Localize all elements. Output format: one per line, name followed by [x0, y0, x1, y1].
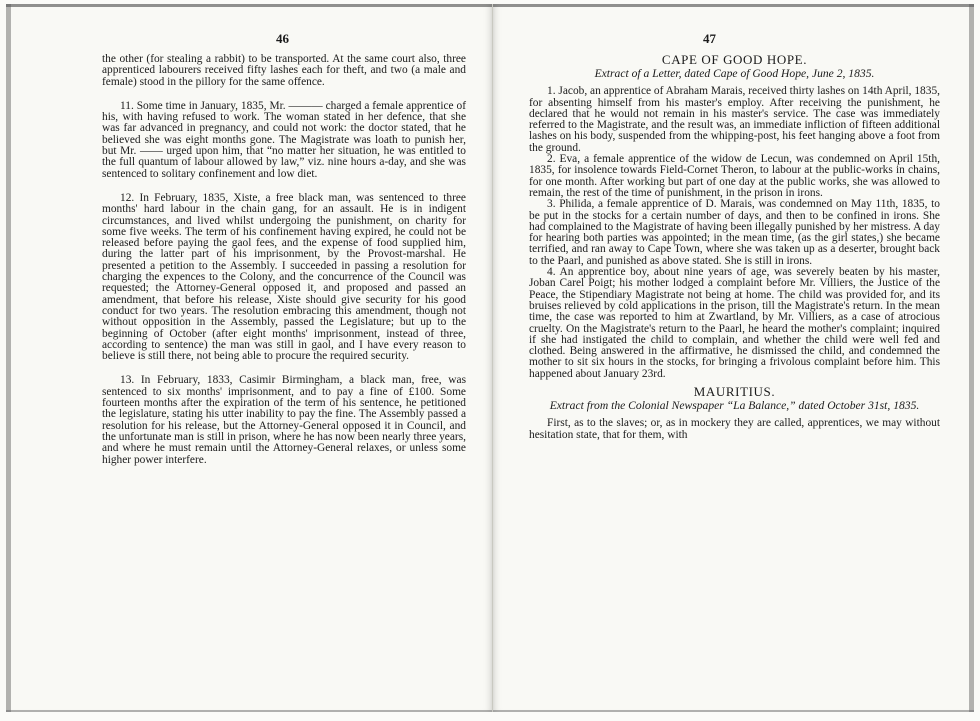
- text-column: [529, 54, 940, 441]
- paragraph: 2. Eva, a female apprentice of the widow de Lecun, was condemned on April 15th, 1835, for insolence towards Field-Cornet Theron, to labour at the public-works in chains, for one month. After working but part of one day at the public works, she was allowed to remain, the rest of the time of punishment, in the prison in irons.: [529, 153, 940, 199]
- paragraph: First, as to the slaves; or, as in mockery they are called, apprentices, we may without hesitation state, that for them, with: [529, 417, 940, 441]
- paragraph: 1. Jacob, an apprentice of Abraham Marais, received thirty lashes on 14th April, 1835, for absenting himself from his master's employ. After receiving the punishment, he declared that he would not remain in his master's service. The case was immediately referred to the Magistrate, and the result was, an immediate infliction of fifteen additional lashes on his body, suspended from the whipping-post, his feet hanging above a foot from the ground.: [529, 85, 940, 154]
- paragraph: 11. Some time in January, 1835, Mr. ——— charged a female apprentice of his, with having refused to work. The woman stated in her defence, that she was far advanced in pregnancy, and could not work: the doctor stated, that he believed she was eight months gone. The Magistrate was loath to punish her, but Mr. —— urged upon him, that “no matter her situation, he was entitled to the full quantum of labour allowed by law,” viz. nine hours a-day, and she was sentenced to solitary confinement and low diet.: [102, 99, 466, 180]
- section-heading: MAURITIUS.: [693, 384, 776, 400]
- page-edge-top: [6, 4, 492, 7]
- section-heading: CAPE OF GOOD HOPE.: [661, 52, 808, 67]
- right-page: [493, 4, 974, 712]
- page-edge-bottom: [493, 710, 974, 712]
- text-column: [102, 54, 466, 466]
- page-number: 47: [703, 31, 716, 46]
- page-edge-left: [6, 4, 11, 712]
- left-page: [6, 4, 493, 712]
- page-number: 46: [276, 31, 289, 46]
- paragraph: 12. In February, 1835, Xiste, a free black man, was sentenced to three months' hard labour in the chain gang, for an assault. He is in indigent circumstances, and lived whilst undergoing the punishment, on charity for some five weeks. The term of his confinement having expired, he could not be released before paying the gaol fees, and the expense of food supplied him, during the latter part of his imprisonment, by the Provost-marshal. He presented a petition to the Assembly. I succeeded in passing a resolution for charging the expences to the Colony, and the concurrence of the Council was requested; the Attorney-General opposed it, and proposed and passed an amendment, that before his release, Xiste should give security for his good conduct for two years. The resolution embracing this amendment, though not without opposition in the Assembly, passed the Legislature; but up to the beginning of October (after eight months' imprisonment, instead of three, according to sentence) the man was still in gaol, and I have every reason to believe is still there, not being able to procure the required security.: [102, 191, 466, 363]
- page-edge-bottom: [6, 710, 492, 712]
- section-subheading: Extract from the Colonial Newspaper “La Balance,” dated October 31st, 1835.: [549, 399, 920, 413]
- page-edge-right: [969, 4, 974, 712]
- paragraph: 4. An apprentice boy, about nine years of age, was severely beaten by his master, Joban Carel Poigt; his mother lodged a complaint before Mr. Villiers, the Justice of the Peace, the Stipendiary Magistrate not being at home. The child was provided for, and its bruises relieved by cold applications in the prison, till the Magistrate's return. In the mean time, the case was reported to him at Zwartland, by Mr. Villiers, as a case of atrocious cruelty. On the Magistrate's return to the Paarl, he heard the mother's complaint; inquired if she had instigated the child to complain, and whether the child were well fed and clothed. Being answered in the affirmative, he dismissed the child, and condemned the mother to sit six hours in the stocks, for bringing a frivolous complaint before him. This happened about January 23rd.: [529, 266, 940, 380]
- paragraph: 3. Philida, a female apprentice of D. Marais, was condemned on May 11th, 1835, to be put in the stocks for a certain number of days, and then to be confined in irons. She had complained to the Magistrate of having been illegally punished by her mistress. A day for hearing both parties was appointed; in the mean time, (as the girl states,) she became terrified, and ran away to Cape Town, where she was taken up as a deserter, brought back to the Paarl, and punished as above stated. She is still in irons.: [529, 198, 940, 267]
- page-edge-top: [493, 4, 974, 7]
- paragraph: 13. In February, 1833, Casimir Birmingham, a black man, free, was sentenced to six months' imprisonment, and to pay a fine of £100. Some fourteen months after the expiration of the term of his sentence, he petitioned the legislature, stating his utter inability to pay the fine. The Assembly passed a resolution for his release, but the Attorney-General opposed it in Council, and the unfortunate man is still in prison, where he has now been nearly three years, and where he must remain until the Attorney-General relaxes, or unless some higher power interfere.: [102, 374, 466, 466]
- section-subheading: Extract of a Letter, dated Cape of Good Hope, June 2, 1835.: [594, 67, 875, 81]
- paragraph: the other (for stealing a rabbit) to be transported. At the same court also, three apprenticed labourers received fifty lashes each for theft, and two (a male and female) stood in the pillory for the same offence.: [102, 53, 466, 88]
